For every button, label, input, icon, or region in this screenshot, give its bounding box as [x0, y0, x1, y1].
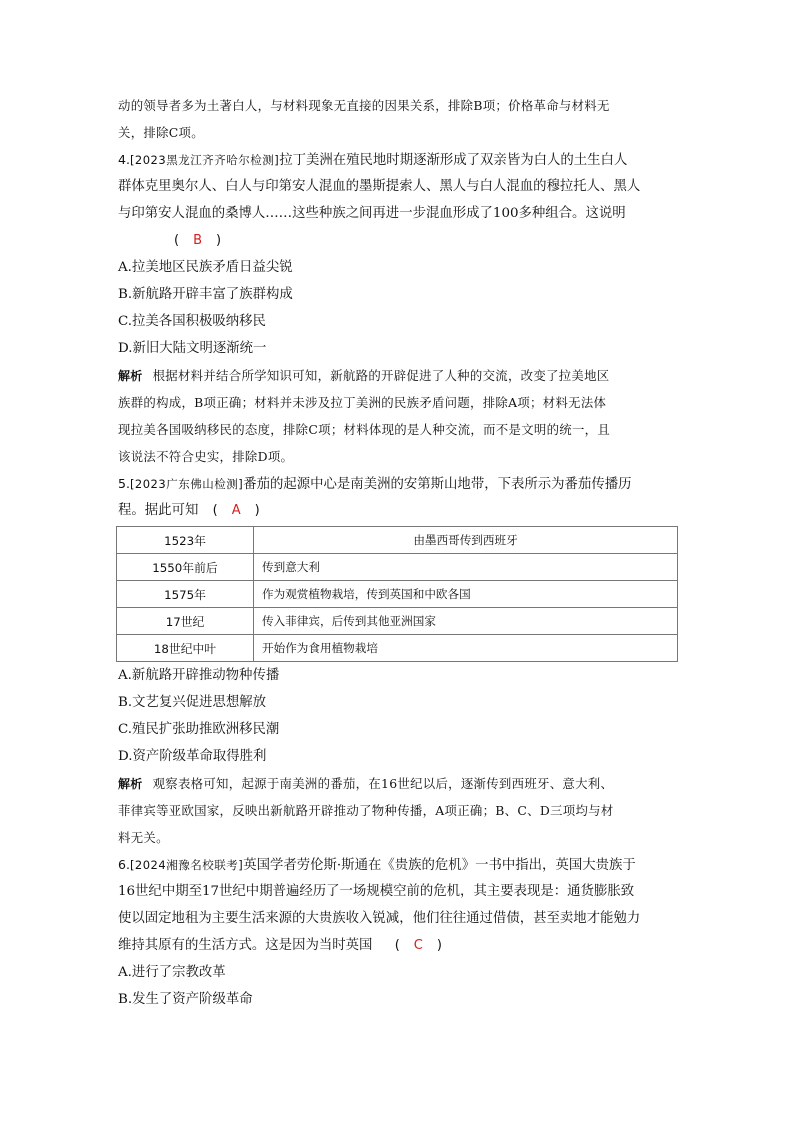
table-cell-event: 作为观赏植物栽培，传到英国和中欧各国 [254, 581, 678, 608]
prev-explanation-line: 动的领导者多为土著白人，与材料现象无直接的因果关系，排除B项；价格革命与材料无 [118, 98, 610, 113]
question-5-stem [118, 470, 678, 497]
table-row [117, 554, 678, 581]
question-number: 5. [118, 476, 130, 491]
table-cell-time: 1523年 [117, 527, 254, 554]
question-4-stem [118, 146, 678, 173]
option-b: B.新航路开辟丰富了族群构成 [118, 287, 293, 302]
explanation-line: 现拉美各国吸纳移民的态度，排除C项；材料体现的是人种交流，而不是文明的统一，且 [118, 422, 611, 437]
table-cell-time: 1575年 [117, 581, 254, 608]
answer-letter: B [193, 233, 202, 248]
question-source-tag: [2023广东佛山检测] [129, 477, 244, 491]
explanation-line: 料无关。 [118, 830, 169, 845]
option-a: A.进行了宗教改革 [118, 965, 226, 980]
table-cell-time: 1550年前后 [117, 554, 254, 581]
table-row [117, 581, 678, 608]
document-page [118, 92, 678, 1013]
question-text: 番茄的起源中心是南美洲的安第斯山地带，下表所示为番茄传播历 [243, 477, 632, 492]
table-cell-event: 传入菲律宾，后传到其他亚洲国家 [254, 608, 678, 635]
question-text-line: 16世纪中期至17世纪中期普遍经历了一场规模空前的危机，其主要表现是：通货膨胀致 [118, 884, 635, 899]
question-6-stem [118, 851, 678, 878]
table-cell-time: 17世纪 [117, 608, 254, 635]
table-row [117, 635, 678, 662]
table-row [117, 608, 678, 635]
explanation-line: 解析 观察表格可知，起源于南美洲的番茄，在16世纪以后，逐渐传到西班牙、意大利、 [118, 776, 614, 791]
answer-letter: C [413, 938, 423, 953]
table-cell-time: 18世纪中叶 [117, 635, 254, 662]
question-text: 拉丁美洲在殖民地时期逐渐形成了双亲皆为白人的土生白人 [279, 153, 628, 168]
table-cell-event: 传到意大利 [254, 554, 678, 581]
option-d: D.新旧大陆文明逐渐统一 [118, 341, 267, 356]
answer-bracket: ( B ) [174, 233, 222, 248]
explanation-line: 族群的构成，B项正确；材料并未涉及拉丁美洲的民族矛盾问题，排除A项；材料无法体 [118, 395, 607, 410]
question-text-line: 程。据此可知 ( A ) [118, 503, 260, 518]
option-c: C.殖民扩张助推欧洲移民潮 [118, 722, 280, 737]
explanation-line: 该说法不符合史实，排除D项。 [118, 449, 294, 464]
option-b: B.发生了资产阶级革命 [118, 992, 253, 1007]
explanation-line: 菲律宾等亚欧国家，反映出新航路开辟推动了物种传播，A项正确；B、C、D三项均与材 [118, 803, 614, 818]
question-text-line: 与印第安人混血的桑博人……这些种族之间再进一步混血形成了100多种组合。这说明 [118, 206, 626, 221]
option-c: C.拉美各国积极吸纳移民 [118, 314, 266, 329]
question-number: 4. [118, 152, 130, 167]
question-source-tag: [2024湘豫名校联考] [129, 858, 244, 872]
option-d: D.资产阶级革命取得胜利 [118, 749, 267, 764]
question-text-line: 群体克里奥尔人、白人与印第安人混血的墨斯提索人、黑人与白人混血的穆拉托人、黑人 [118, 179, 641, 194]
answer-letter: A [231, 503, 241, 518]
question-source-tag: [2023黑龙江齐齐哈尔检测] [129, 153, 280, 167]
option-a: A.拉美地区民族矛盾日益尖锐 [118, 260, 293, 275]
question-number: 6. [118, 857, 130, 872]
table-cell-event: 由墨西哥传到西班牙 [254, 527, 678, 554]
explanation-label: 解析 [118, 369, 143, 383]
question-text-line: 维持其原有的生活方式。这是因为当时英国 ( C ) [118, 938, 442, 953]
option-b: B.文艺复兴促进思想解放 [118, 695, 267, 710]
option-a: A.新航路开辟推动物种传播 [118, 668, 280, 683]
question-text: 英国学者劳伦斯·斯通在《贵族的危机》一书中指出，英国大贵族于 [243, 858, 636, 873]
explanation-line: 解析 根据材料并结合所学知识可知，新航路的开辟促进了人种的交流，改变了拉美地区 [118, 368, 610, 383]
explanation-label: 解析 [118, 777, 143, 791]
table-row [117, 527, 678, 554]
question-text-line: 使以固定地租为主要生活来源的大贵族收入锐减，他们往往通过借债，甚至卖地才能勉力 [118, 911, 641, 926]
prev-explanation-line: 关，排除C项。 [118, 125, 204, 140]
table-cell-event: 开始作为食用植物栽培 [254, 635, 678, 662]
tomato-spread-table [116, 526, 678, 662]
